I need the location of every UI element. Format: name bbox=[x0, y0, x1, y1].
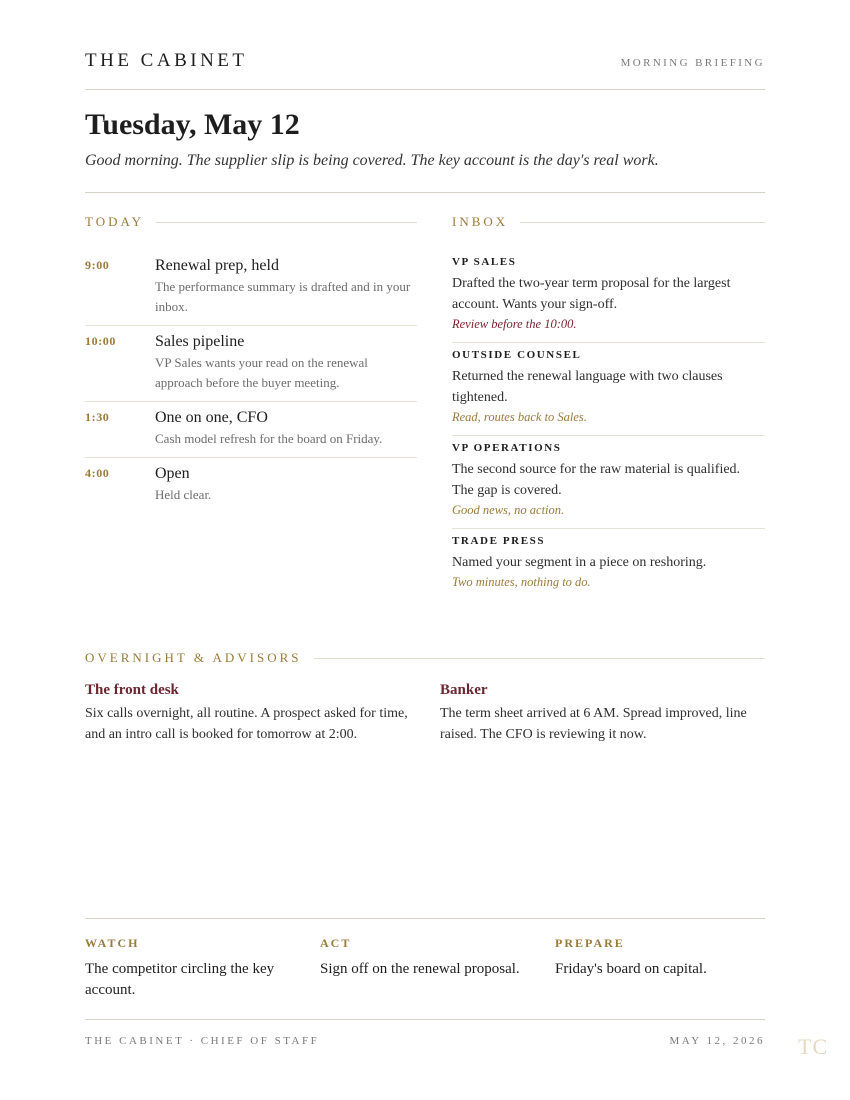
agenda-time: 4:00 bbox=[85, 466, 110, 480]
advisor-text: The term sheet arrived at 6 AM. Spread improved, line raised. The CFO is reviewing it now. bbox=[440, 706, 747, 742]
agenda-desc: VP Sales wants your read on the renewal approach before the buyer meeting. bbox=[155, 355, 368, 390]
inbox-text: Named your segment in a piece on reshoring. bbox=[452, 555, 707, 570]
overnight-heading-label: OVERNIGHT & ADVISORS bbox=[85, 650, 314, 666]
priority-watch bbox=[85, 936, 300, 1001]
inbox-note: Two minutes, nothing to do. bbox=[452, 575, 591, 589]
inbox-item[interactable] bbox=[452, 250, 765, 343]
inbox-text: Returned the renewal language with two clauses tightened. bbox=[452, 369, 723, 405]
monogram-logo: TC bbox=[798, 1034, 829, 1059]
inbox-sender: TRADE PRESS bbox=[452, 535, 546, 547]
inbox-note: Read, routes back to Sales. bbox=[452, 410, 587, 424]
today-heading bbox=[85, 214, 417, 230]
agenda-desc: The performance summary is drafted and in your inbox. bbox=[155, 279, 411, 314]
footer-left: THE CABINET · CHIEF OF STAFF bbox=[85, 1035, 320, 1047]
overnight-heading bbox=[85, 650, 765, 666]
agenda-item[interactable] bbox=[85, 402, 417, 458]
inbox-text: Drafted the two-year term proposal for the largest account. Wants your sign-off. bbox=[452, 276, 731, 312]
advisor-name: The front desk bbox=[85, 682, 179, 698]
page-title: Tuesday, May 12 bbox=[85, 108, 300, 141]
inbox-sender: VP SALES bbox=[452, 256, 517, 268]
agenda-item[interactable] bbox=[85, 326, 417, 402]
agenda-desc: Cash model refresh for the board on Friday. bbox=[155, 431, 383, 446]
agenda-desc: Held clear. bbox=[155, 487, 212, 502]
agenda-time: 10:00 bbox=[85, 334, 116, 348]
advisor-note bbox=[440, 680, 770, 745]
agenda-list bbox=[85, 250, 417, 513]
inbox-note: Review before the 10:00. bbox=[452, 317, 577, 331]
inbox-heading bbox=[452, 214, 765, 230]
agenda-title: Renewal prep, held bbox=[155, 257, 279, 274]
inbox-heading-label: INBOX bbox=[452, 214, 520, 230]
edition-label: MORNING BRIEFING bbox=[620, 57, 765, 69]
inbox-text: The second source for the raw material is qualified. The gap is covered. bbox=[452, 462, 741, 498]
priority-value: Friday's board on capital. bbox=[555, 961, 707, 977]
priorities-divider bbox=[85, 918, 765, 919]
inbox-item[interactable] bbox=[452, 529, 765, 600]
masthead-divider bbox=[85, 89, 765, 90]
agenda-title: Sales pipeline bbox=[155, 333, 245, 350]
today-heading-label: TODAY bbox=[85, 214, 156, 230]
inbox-item[interactable] bbox=[452, 436, 765, 529]
inbox-list bbox=[452, 250, 765, 600]
lede-divider bbox=[85, 192, 765, 193]
inbox-item[interactable] bbox=[452, 343, 765, 436]
inbox-sender: VP OPERATIONS bbox=[452, 442, 562, 454]
agenda-item[interactable] bbox=[85, 458, 417, 513]
agenda-title: One on one, CFO bbox=[155, 409, 268, 426]
agenda-item[interactable] bbox=[85, 250, 417, 326]
priority-key: WATCH bbox=[85, 936, 140, 950]
masthead bbox=[85, 50, 765, 74]
priority-prepare bbox=[555, 936, 770, 980]
advisor-name: Banker bbox=[440, 682, 488, 698]
footer-divider bbox=[85, 1019, 765, 1020]
priority-value: Sign off on the renewal proposal. bbox=[320, 961, 520, 977]
priority-act bbox=[320, 936, 535, 980]
inbox-note: Good news, no action. bbox=[452, 503, 565, 517]
briefing-page bbox=[85, 0, 765, 1100]
priority-key: ACT bbox=[320, 936, 352, 950]
brand-title: THE CABINET bbox=[85, 50, 248, 71]
inbox-sender: OUTSIDE COUNSEL bbox=[452, 349, 582, 361]
priority-key: PREPARE bbox=[555, 936, 625, 950]
footer-date: MAY 12, 2026 bbox=[669, 1035, 765, 1047]
agenda-title: Open bbox=[155, 465, 190, 482]
advisor-note bbox=[85, 680, 415, 745]
lede: Good morning. The supplier slip is being covered. The key account is the day's real work. bbox=[85, 152, 659, 169]
agenda-time: 9:00 bbox=[85, 258, 110, 272]
agenda-time: 1:30 bbox=[85, 410, 110, 424]
priority-value: The competitor circling the key account. bbox=[85, 961, 275, 998]
advisor-text: Six calls overnight, all routine. A prospect asked for time, and an intro call is booked for tomorrow at 2:00. bbox=[85, 706, 408, 742]
